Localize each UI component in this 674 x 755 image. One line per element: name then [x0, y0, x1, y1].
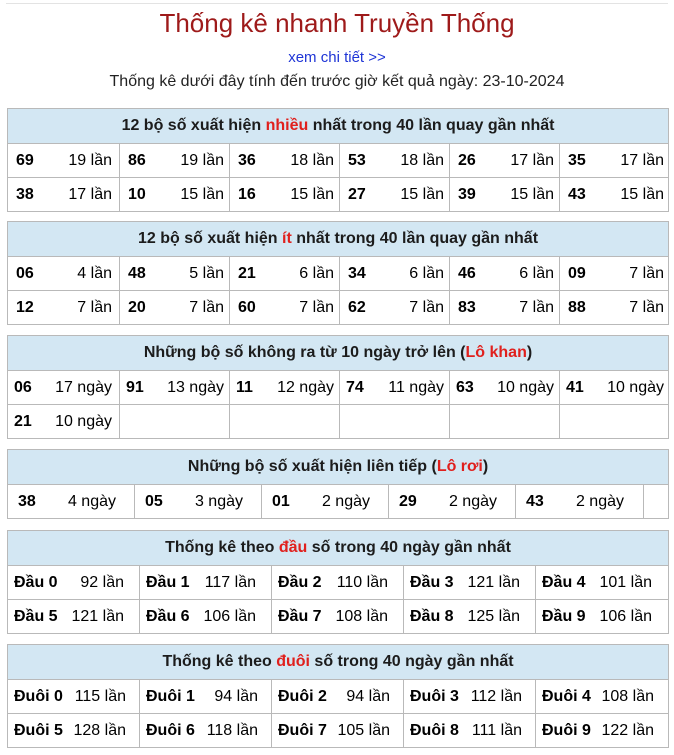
- stat-cell: 91 13 ngày: [120, 371, 230, 405]
- stat-cell: 29 2 ngày: [389, 485, 516, 519]
- empty-cell: [644, 485, 669, 519]
- stat-cell: Đầu 0 92 lần: [8, 566, 140, 600]
- stat-cell: 27 15 lần: [340, 178, 450, 212]
- stat-cell: Đầu 2 110 lần: [272, 566, 404, 600]
- stat-cell: 38 17 lần: [8, 178, 120, 212]
- stat-cell: Đuôi 7 105 lần: [272, 714, 404, 748]
- top-divider: [6, 3, 668, 4]
- empty-cell: [340, 405, 450, 439]
- stat-cell: 43 2 ngày: [516, 485, 644, 519]
- stat-cell: 63 10 ngày: [450, 371, 560, 405]
- stat-cell: Đuôi 5 128 lần: [8, 714, 140, 748]
- stat-cell: Đuôi 9 122 lần: [536, 714, 669, 748]
- stat-cell: 11 12 ngày: [230, 371, 340, 405]
- stat-cell: Đầu 5 121 lần: [8, 600, 140, 634]
- stat-cell: 20 7 lần: [120, 291, 230, 325]
- lo-khan-table: [7, 335, 669, 439]
- stat-cell: 43 15 lần: [560, 178, 669, 212]
- stat-cell: 36 18 lần: [230, 144, 340, 178]
- stat-cell: 39 15 lần: [450, 178, 560, 212]
- stat-cell: 69 19 lần: [8, 144, 120, 178]
- detail-link[interactable]: xem chi tiết >>: [288, 49, 386, 66]
- stat-cell: Đuôi 4 108 lần: [536, 680, 669, 714]
- stat-cell: Đuôi 8 111 lần: [404, 714, 536, 748]
- stat-cell: 35 17 lần: [560, 144, 669, 178]
- stat-cell: Đuôi 0 115 lần: [8, 680, 140, 714]
- stat-cell: Đầu 8 125 lần: [404, 600, 536, 634]
- date-line: Thống kê dưới đây tính đến trước giờ kết quả ngày: 23-10-2024: [109, 73, 565, 90]
- page-title: Thống kê nhanh Truyền Thống: [159, 8, 515, 38]
- duoi-title: Thống kê theo đuôi số trong 40 ngày gần nhất: [8, 645, 669, 680]
- empty-cell: [560, 405, 669, 439]
- stat-cell: Đầu 6 106 lần: [140, 600, 272, 634]
- stat-cell: 53 18 lần: [340, 144, 450, 178]
- stat-cell: 86 19 lần: [120, 144, 230, 178]
- least-frequent-title: 12 bộ số xuất hiện ít nhất trong 40 lần quay gần nhất: [8, 222, 669, 257]
- stat-cell: 12 7 lần: [8, 291, 120, 325]
- stat-cell: 10 15 lần: [120, 178, 230, 212]
- stat-cell: 88 7 lần: [560, 291, 669, 325]
- empty-cell: [230, 405, 340, 439]
- stat-cell: Đuôi 1 94 lần: [140, 680, 272, 714]
- stat-cell: Đuôi 2 94 lần: [272, 680, 404, 714]
- stat-cell: 38 4 ngày: [8, 485, 135, 519]
- stat-cell: 83 7 lần: [450, 291, 560, 325]
- most-frequent-table: [7, 108, 669, 212]
- least-frequent-table: [7, 221, 669, 325]
- lo-roi-title: Những bộ số xuất hiện liên tiếp (Lô rơi): [8, 450, 669, 485]
- stat-cell: 60 7 lần: [230, 291, 340, 325]
- lo-roi-table: [7, 449, 669, 519]
- stat-cell: 21 10 ngày: [8, 405, 120, 439]
- stat-cell: 21 6 lần: [230, 257, 340, 291]
- lo-khan-title: Những bộ số không ra từ 10 ngày trở lên (Lô khan): [8, 336, 669, 371]
- stat-cell: 48 5 lần: [120, 257, 230, 291]
- stat-cell: Đầu 7 108 lần: [272, 600, 404, 634]
- stat-cell: Đầu 4 101 lần: [536, 566, 669, 600]
- stat-cell: 62 7 lần: [340, 291, 450, 325]
- stat-cell: 09 7 lần: [560, 257, 669, 291]
- empty-cell: [450, 405, 560, 439]
- duoi-table: [7, 644, 669, 748]
- empty-cell: [120, 405, 230, 439]
- stat-cell: Đuôi 3 112 lần: [404, 680, 536, 714]
- stat-cell: Đầu 3 121 lần: [404, 566, 536, 600]
- stat-cell: 41 10 ngày: [560, 371, 669, 405]
- stat-cell: Đầu 1 117 lần: [140, 566, 272, 600]
- dau-title: Thống kê theo đầu số trong 40 ngày gần nhất: [8, 531, 669, 566]
- stat-cell: 74 11 ngày: [340, 371, 450, 405]
- stat-cell: 26 17 lần: [450, 144, 560, 178]
- stat-cell: 06 4 lần: [8, 257, 120, 291]
- stat-cell: 34 6 lần: [340, 257, 450, 291]
- stat-cell: Đuôi 6 118 lần: [140, 714, 272, 748]
- stat-cell: 46 6 lần: [450, 257, 560, 291]
- stat-cell: 01 2 ngày: [262, 485, 389, 519]
- stat-cell: 16 15 lần: [230, 178, 340, 212]
- dau-table: [7, 530, 669, 634]
- most-frequent-title: 12 bộ số xuất hiện nhiều nhất trong 40 lần quay gần nhất: [8, 109, 669, 144]
- stat-cell: Đầu 9 106 lần: [536, 600, 669, 634]
- stat-cell: 05 3 ngày: [135, 485, 262, 519]
- stat-cell: 06 17 ngày: [8, 371, 120, 405]
